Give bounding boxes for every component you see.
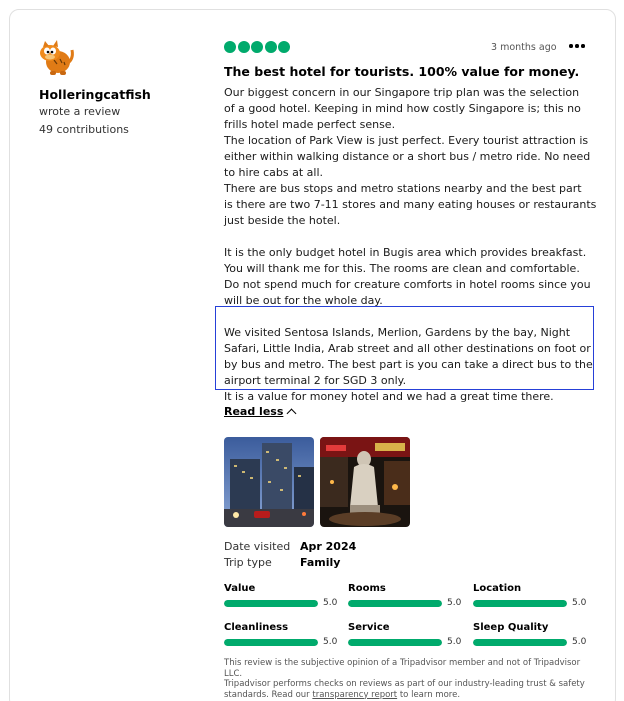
sub-rating-label: Value <box>224 583 256 594</box>
disclaimer-line-2: Tripadvisor performs checks on reviews as part of our industry-leading trust & safety <box>224 679 585 689</box>
review-title: The best hotel for tourists. 100% value for money. <box>224 64 580 79</box>
rating-bubbles <box>224 41 290 53</box>
rating-bubble-icon <box>238 41 250 53</box>
review-text-line: We visited Sentosa Islands, Merlion, Gardens by the bay, Night <box>224 326 571 339</box>
reviewer-action: wrote a review <box>39 105 121 118</box>
sub-rating-value: 5.0 <box>447 598 462 608</box>
sub-rating-fill <box>348 639 442 646</box>
review-text-line: Our biggest concern in our Singapore trip plan was the selection <box>224 86 580 99</box>
review-text-line: It is a value for money hotel and we had a great time there. <box>224 390 554 403</box>
sub-rating-value: 5.0 <box>323 637 338 647</box>
review-text-line: It is the only budget hotel in Bugis area which provides breakfast. <box>224 246 587 259</box>
review-text-line: either within walking distance or a short bus / metro ride. No need <box>224 150 591 163</box>
sub-rating-service <box>348 622 473 647</box>
review-text-line: Safari, Little India, Arab street and all other destinations on foot or <box>224 342 591 355</box>
sub-rating-fill <box>224 639 318 646</box>
sub-rating-location <box>473 583 598 608</box>
sub-rating-fill <box>224 600 318 607</box>
chevron-up-icon <box>287 408 297 418</box>
sub-rating-label: Rooms <box>348 583 386 594</box>
review-text-line: You will thank me for this. The rooms are clean and comfortable. <box>224 262 580 275</box>
review-text-line: just beside the hotel. <box>224 214 341 227</box>
rating-bubble-icon <box>278 41 290 53</box>
sub-rating-bar <box>224 600 318 607</box>
rating-bubble-icon <box>265 41 277 53</box>
reviewer-username[interactable]: Holleringcatfish <box>39 87 151 102</box>
sub-rating-fill <box>473 639 567 646</box>
review-text-line: The location of Park View is just perfect. Every tourist attraction is <box>224 134 589 147</box>
review-text-line: frills hotel made perfect sense. <box>224 118 396 131</box>
review-text-line: There are bus stops and metro stations nearby and the best part <box>224 182 582 195</box>
sub-rating-rooms <box>348 583 473 608</box>
sub-rating-bar <box>348 639 442 646</box>
sub-rating-value <box>224 583 349 608</box>
review-text-line: is there are two 7-11 stores and many eating houses or restaurants <box>224 198 597 211</box>
sub-rating-label: Location <box>473 583 522 594</box>
rating-bubble-icon <box>251 41 263 53</box>
date-visited-value: Apr 2024 <box>300 540 357 553</box>
review-text-line <box>224 229 594 245</box>
sub-rating-cleanliness <box>224 622 349 647</box>
ellipsis-icon[interactable] <box>569 44 585 48</box>
transparency-report-link[interactable]: transparency report <box>312 689 398 700</box>
sub-rating-label: Sleep Quality <box>473 622 549 633</box>
review-photo-statue[interactable] <box>320 437 410 527</box>
sub-rating-fill <box>473 600 567 607</box>
review-text-line: Do not spend much for creature comforts in hotel rooms since you <box>224 278 591 291</box>
sub-rating-bar <box>473 639 567 646</box>
review-time: 3 months ago <box>491 42 557 53</box>
sub-rating-bar <box>348 600 442 607</box>
trip-type-value: Family <box>300 556 341 569</box>
review-disclaimer <box>224 658 594 700</box>
sub-rating-bar <box>224 639 318 646</box>
disclaimer-line-3: standards. Read our <box>224 689 313 700</box>
review-text-line: by bus and metro. The best part is you can take a direct bus to the <box>224 358 593 371</box>
read-less-link[interactable] <box>224 405 295 418</box>
review-text-line: airport terminal 2 for SGD 3 only. <box>224 374 407 387</box>
highlight-box <box>215 306 594 390</box>
disclaimer-line-3-end: to learn more. <box>397 689 461 700</box>
sub-rating-sleep-quality <box>473 622 598 647</box>
read-less-label: Read less <box>224 405 284 418</box>
date-visited-label: Date visited <box>224 540 291 553</box>
sub-rating-value: 5.0 <box>323 598 338 608</box>
sub-rating-fill <box>348 600 442 607</box>
sub-rating-bar <box>473 600 567 607</box>
reviewer-contributions: 49 contributions <box>39 123 129 136</box>
review-text-line: will be out for the whole day. <box>224 294 383 307</box>
sub-rating-label: Cleanliness <box>224 622 289 633</box>
disclaimer-line-1: This review is the subjective opinion of a Tripadvisor member and not of Tripadvisor LLC. <box>224 658 581 679</box>
sub-rating-value: 5.0 <box>572 637 587 647</box>
sub-rating-value: 5.0 <box>572 598 587 608</box>
review-photo-city[interactable] <box>224 437 314 527</box>
trip-type-label: Trip type <box>224 556 272 569</box>
rating-bubble-icon <box>224 41 236 53</box>
sub-rating-label: Service <box>348 622 390 633</box>
review-text-line: of a good hotel. Keeping in mind how costly Singapore is; this no <box>224 102 581 115</box>
garfield-avatar-icon[interactable] <box>36 40 76 76</box>
sub-rating-value: 5.0 <box>447 637 462 647</box>
review-text-line: to hire cabs at all. <box>224 166 324 179</box>
